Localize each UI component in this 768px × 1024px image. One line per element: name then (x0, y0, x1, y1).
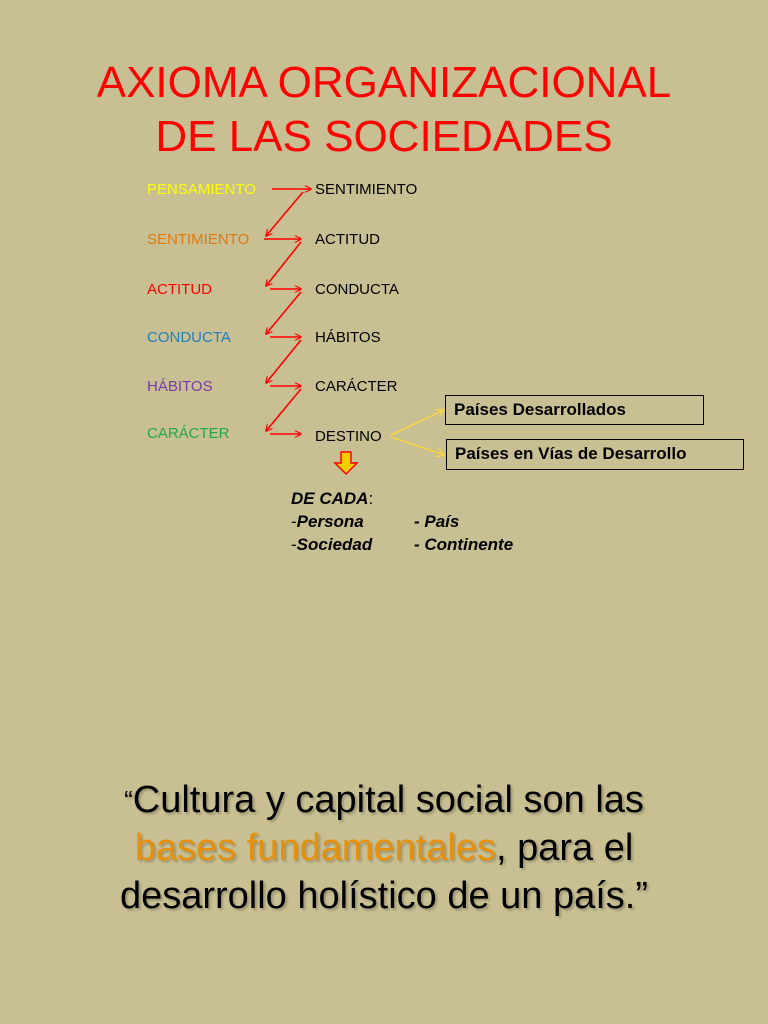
title-line-1: AXIOMA ORGANIZACIONAL (96, 58, 672, 107)
de-cada-item-continente: Continente (424, 535, 514, 554)
outcome-label-desarrollados: Países Desarrollados (454, 400, 626, 419)
de-cada-heading: DE CADA (291, 489, 369, 508)
left-label-conducta: CONDUCTA (147, 329, 231, 346)
quote-open-mark: “ (124, 785, 133, 815)
down-arrow-icon (335, 452, 357, 474)
left-label-actitud: ACTITUD (147, 281, 212, 298)
de-cada-item-pais: País (424, 512, 460, 531)
arrow-to-desarrollados (391, 410, 444, 435)
quote-line-1-text: Cultura y capital social son las (132, 779, 644, 821)
quote-block (0, 776, 768, 920)
de-cada-item-persona: Persona (296, 512, 364, 531)
de-cada-colon: : (368, 489, 374, 508)
quote-line-2-rest: , para el (495, 827, 634, 869)
left-label-caracter: CARÁCTER (147, 425, 230, 442)
arrow-diag-1 (266, 192, 303, 236)
quote-line-3: desarrollo holístico de un país.” (119, 875, 649, 917)
arrow-diag-2 (266, 242, 301, 286)
arrow-diag-5 (266, 389, 301, 431)
quote-highlight: bases fundamentales (134, 827, 496, 869)
outcome-box-en-vias (446, 439, 744, 470)
quote-line-1 (0, 776, 768, 824)
title-line-2: DE LAS SOCIEDADES (155, 112, 613, 161)
left-label-pensamiento: PENSAMIENTO (147, 181, 256, 198)
arrow-diag-3 (266, 292, 301, 334)
arrow-to-en-vias (391, 437, 444, 455)
right-label-conducta: CONDUCTA (315, 281, 399, 298)
de-cada-item-sociedad: Sociedad (296, 535, 373, 554)
right-label-sentimiento: SENTIMIENTO (315, 181, 418, 198)
right-label-habitos: HÁBITOS (315, 329, 381, 346)
outcome-label-en-vias: Países en Vías de Desarrollo (455, 444, 687, 463)
right-label-destino: DESTINO (315, 428, 382, 445)
right-label-caracter: CARÁCTER (315, 378, 398, 395)
de-cada-block: DE CADA: -Persona - País -Sociedad - Continente (291, 489, 514, 554)
left-label-sentimiento: SENTIMIENTO (147, 231, 250, 248)
outcome-box-desarrollados (445, 395, 704, 425)
right-label-actitud: ACTITUD (315, 231, 380, 248)
quote-line-2 (0, 824, 768, 872)
arrow-diag-4 (266, 340, 301, 383)
left-label-habitos: HÁBITOS (147, 378, 213, 395)
